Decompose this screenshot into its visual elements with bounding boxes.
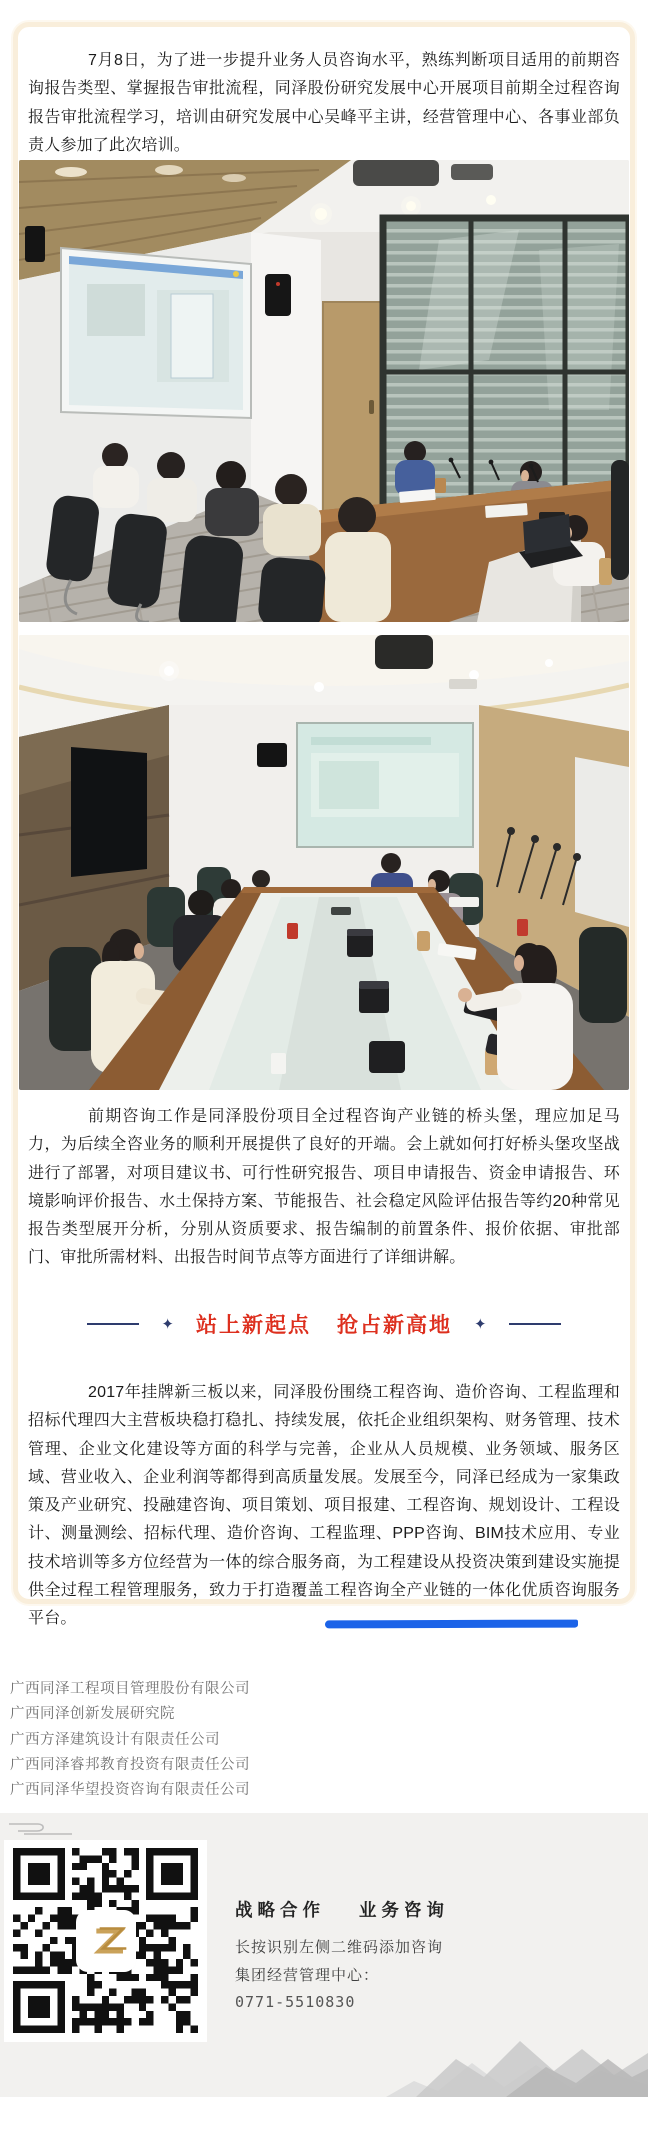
footer-heading bbox=[235, 1897, 449, 1922]
wechat-qr-code[interactable] bbox=[4, 1840, 207, 2042]
company-name: 广西同泽华望投资咨询有限责任公司 bbox=[10, 1782, 250, 1799]
article-paragraph-2: 前期咨询工作是同泽股份项目全过程咨询产业链的桥头堡，理应加足马力，为后续全咨业务的顺利开展提供了良好的开端。会上就如何打好桥头堡攻坚战进行了部署，对项目建议书、可行性研究报告、项目申请报告、资金申请报告、环境影响评价报告、水土保持方案、节能报告、社会稳定风险评估报告等约20种常见报告类型展开分析，分别从资质要求、报告编制的前置条件、报价依据、审批部门、审批所需材料、出报告时间节点等方面进行了详细讲解。 bbox=[28, 1108, 620, 1267]
ink-mountains-decoration bbox=[386, 2019, 648, 2097]
section-title-banner bbox=[18, 1307, 630, 1341]
training-photo-1[interactable] bbox=[19, 160, 629, 622]
divider-line-left bbox=[87, 1323, 139, 1325]
four-pointed-star-icon: ✦ bbox=[474, 1316, 487, 1333]
footer-contact-block bbox=[235, 1897, 449, 2011]
training-photo-2-illustration bbox=[19, 635, 629, 1090]
training-photo-2[interactable] bbox=[19, 635, 629, 1090]
training-photo-1-illustration bbox=[19, 160, 629, 622]
tongze-z-logo-icon bbox=[88, 1921, 128, 1961]
footer-department: 集团经营管理中心： bbox=[235, 1967, 380, 1984]
footer-heading-right: 业务咨询 bbox=[358, 1900, 449, 1920]
footer bbox=[0, 1813, 648, 2097]
four-pointed-star-icon: ✦ bbox=[161, 1316, 174, 1333]
company-name: 广西同泽睿邦教育投资有限责任公司 bbox=[10, 1756, 250, 1773]
cloud-scroll-decoration-icon bbox=[6, 1820, 78, 1838]
blue-highlight-stroke bbox=[325, 1620, 578, 1629]
footer-phone-number: 0771-5510830 bbox=[235, 1993, 356, 2011]
footer-heading-left: 战略合作 bbox=[235, 1900, 325, 1920]
divider-line-right bbox=[509, 1323, 561, 1325]
company-name: 广西方泽建筑设计有限责任公司 bbox=[10, 1731, 220, 1748]
section-title-left: 站上新起点 bbox=[196, 1314, 311, 1337]
article-paragraph-1: 7月8日，为了进一步提升业务人员咨询水平，熟练判断项目适用的前期咨询报告类型、掌握报告审批流程，同泽股份研究发展中心开展项目前期全过程咨询报告审批流程学习，培训由研究发展中心吴峰平主讲，经营管理中心、各事业部负责人参加了此次培训。 bbox=[28, 52, 620, 154]
section-title-right: 抢占新高地 bbox=[337, 1314, 452, 1337]
company-name: 广西同泽创新发展研究院 bbox=[10, 1706, 175, 1723]
company-list bbox=[10, 1677, 250, 1803]
company-name: 广西同泽工程项目管理股份有限公司 bbox=[10, 1681, 250, 1697]
footer-instruction: 长按识别左侧二维码添加咨询 bbox=[235, 1939, 444, 1956]
article-card bbox=[13, 22, 635, 1628]
tongze-logo bbox=[79, 1913, 133, 1969]
article-paragraph-3: 2017年挂牌新三板以来，同泽股份围绕工程咨询、造价咨询、工程监理和招标代理四大主营板块稳打稳扎、持续发展，依托企业组织架构、财务管理、技术管理、企业文化建设等方面的科学与完善，企业从人员规模、业务领域、服务区域、营业收入、企业利润等都得到高质量发展。发展至今，同泽已经成为一家集政策及产业研究、投融建咨询、项目策划、项目报建、工程咨询、规划设计、工程设计、测量测绘、招标代理、造价咨询、工程监理、PPP咨询、BIM技术应用、专业技术培训等多方位经营为一体的综合服务商，为工程建设从投资决策到建设实施提供全过程工程管理服务，致力于打造覆盖工程咨询全产业链的一体化优质咨询服务平台。 bbox=[28, 1384, 620, 1628]
